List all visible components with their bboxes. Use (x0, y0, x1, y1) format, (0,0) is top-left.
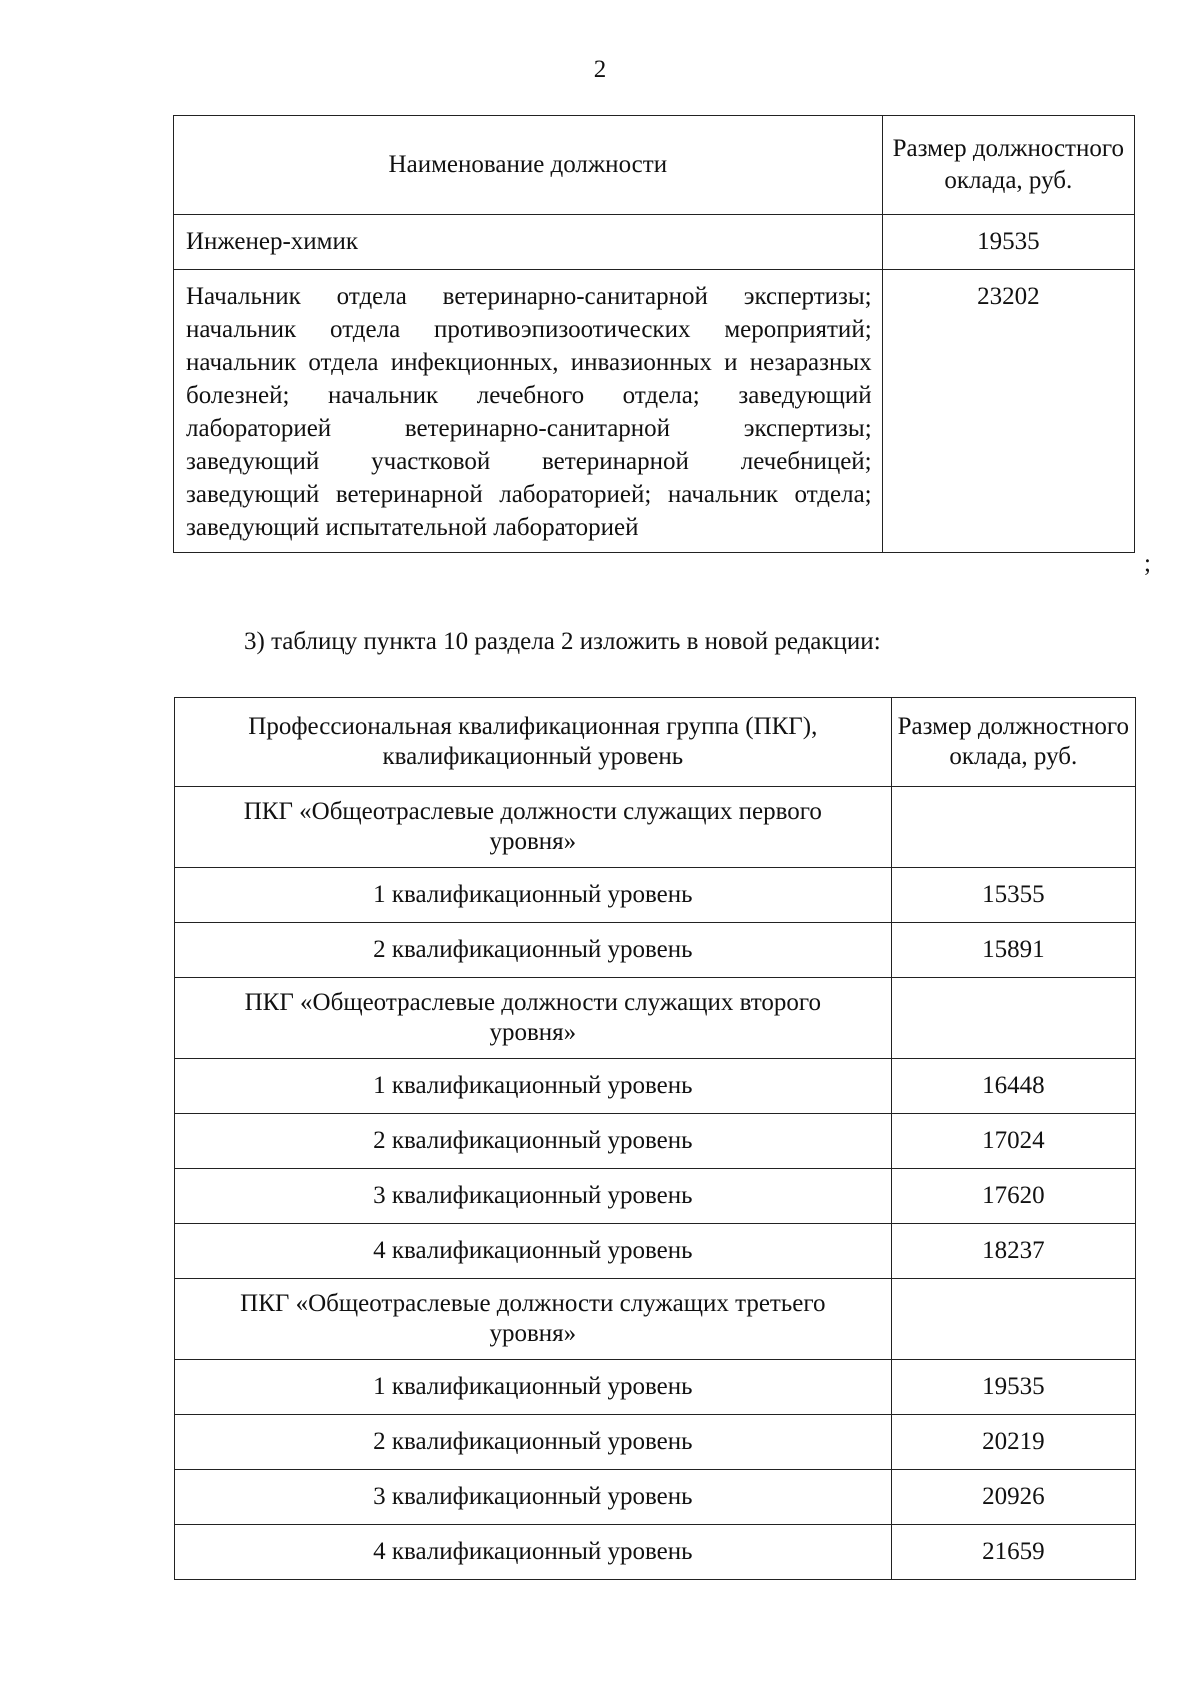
empty-salary-cell (891, 978, 1135, 1059)
level-name-cell: 1 квалификационный уровень (175, 868, 892, 923)
amendment-instruction: 3) таблицу пункта 10 раздела 2 изложить в новой редакции: (244, 628, 881, 655)
level-name-cell: 4 квалификационный уровень (175, 1224, 892, 1279)
column-header-salary: Размер должностного оклада, руб. (882, 116, 1134, 215)
table-row (174, 215, 1135, 270)
empty-salary-cell (891, 1279, 1135, 1360)
group-title-cell: ПКГ «Общеотраслевые должности служащих третьего уровня» (175, 1279, 892, 1360)
group-header-row (175, 1279, 1136, 1360)
table-row (175, 1525, 1136, 1580)
column-header-qualification-group: Профессиональная квалификационная группа (ПКГ), квалификационный уровень (175, 698, 892, 787)
table-row (175, 1415, 1136, 1470)
level-name-cell: 4 квалификационный уровень (175, 1525, 892, 1580)
table-row (175, 1470, 1136, 1525)
level-name-cell: 3 квалификационный уровень (175, 1169, 892, 1224)
table-row (175, 1059, 1136, 1114)
table-header-row (175, 698, 1136, 787)
level-name-cell: 1 квалификационный уровень (175, 1360, 892, 1415)
salary-cell: 15355 (891, 868, 1135, 923)
table-row (175, 1224, 1136, 1279)
table-trailing-semicolon: ; (1144, 550, 1151, 577)
table-row (175, 1360, 1136, 1415)
column-header-salary: Размер должностного оклада, руб. (891, 698, 1135, 787)
positions-salary-table (173, 115, 1135, 553)
salary-cell: 20926 (891, 1470, 1135, 1525)
salary-cell: 23202 (882, 270, 1134, 553)
group-title-cell: ПКГ «Общеотраслевые должности служащих второго уровня» (175, 978, 892, 1059)
salary-cell: 19535 (891, 1360, 1135, 1415)
salary-cell: 20219 (891, 1415, 1135, 1470)
table-row (175, 1114, 1136, 1169)
salary-cell: 17620 (891, 1169, 1135, 1224)
level-name-cell: 3 квалификационный уровень (175, 1470, 892, 1525)
level-name-cell: 2 квалификационный уровень (175, 1114, 892, 1169)
empty-salary-cell (891, 787, 1135, 868)
level-name-cell: 2 квалификационный уровень (175, 923, 892, 978)
level-name-cell: 1 квалификационный уровень (175, 1059, 892, 1114)
column-header-position-name: Наименование должности (174, 116, 883, 215)
salary-cell: 15891 (891, 923, 1135, 978)
salary-cell: 19535 (882, 215, 1134, 270)
group-header-row (175, 978, 1136, 1059)
position-name-cell: Инженер-химик (174, 215, 883, 270)
page-number: 2 (593, 56, 607, 83)
salary-cell: 16448 (891, 1059, 1135, 1114)
table-row (175, 1169, 1136, 1224)
table-row (175, 868, 1136, 923)
salary-cell: 17024 (891, 1114, 1135, 1169)
table-row (175, 923, 1136, 978)
group-header-row (175, 787, 1136, 868)
group-title-cell: ПКГ «Общеотраслевые должности служащих первого уровня» (175, 787, 892, 868)
position-name-cell: Начальник отдела ветеринарно-санитарной экспертизы; начальник отдела противоэпизоотических мероприятий; начальник отдела инфекционных, инвазионных и незаразных болезней; начальник лечебного отдела; заведующий лабораторией ветеринарно-санитарной экспертизы; заведующий участковой ветеринарной лечебницей; заведующий ветеринарной лабораторией; начальник отдела; заведующий испытательной лабораторией (174, 270, 883, 553)
table-row (174, 270, 1135, 553)
qualification-groups-salary-table (174, 697, 1136, 1580)
salary-cell: 21659 (891, 1525, 1135, 1580)
salary-cell: 18237 (891, 1224, 1135, 1279)
level-name-cell: 2 квалификационный уровень (175, 1415, 892, 1470)
table-header-row (174, 116, 1135, 215)
